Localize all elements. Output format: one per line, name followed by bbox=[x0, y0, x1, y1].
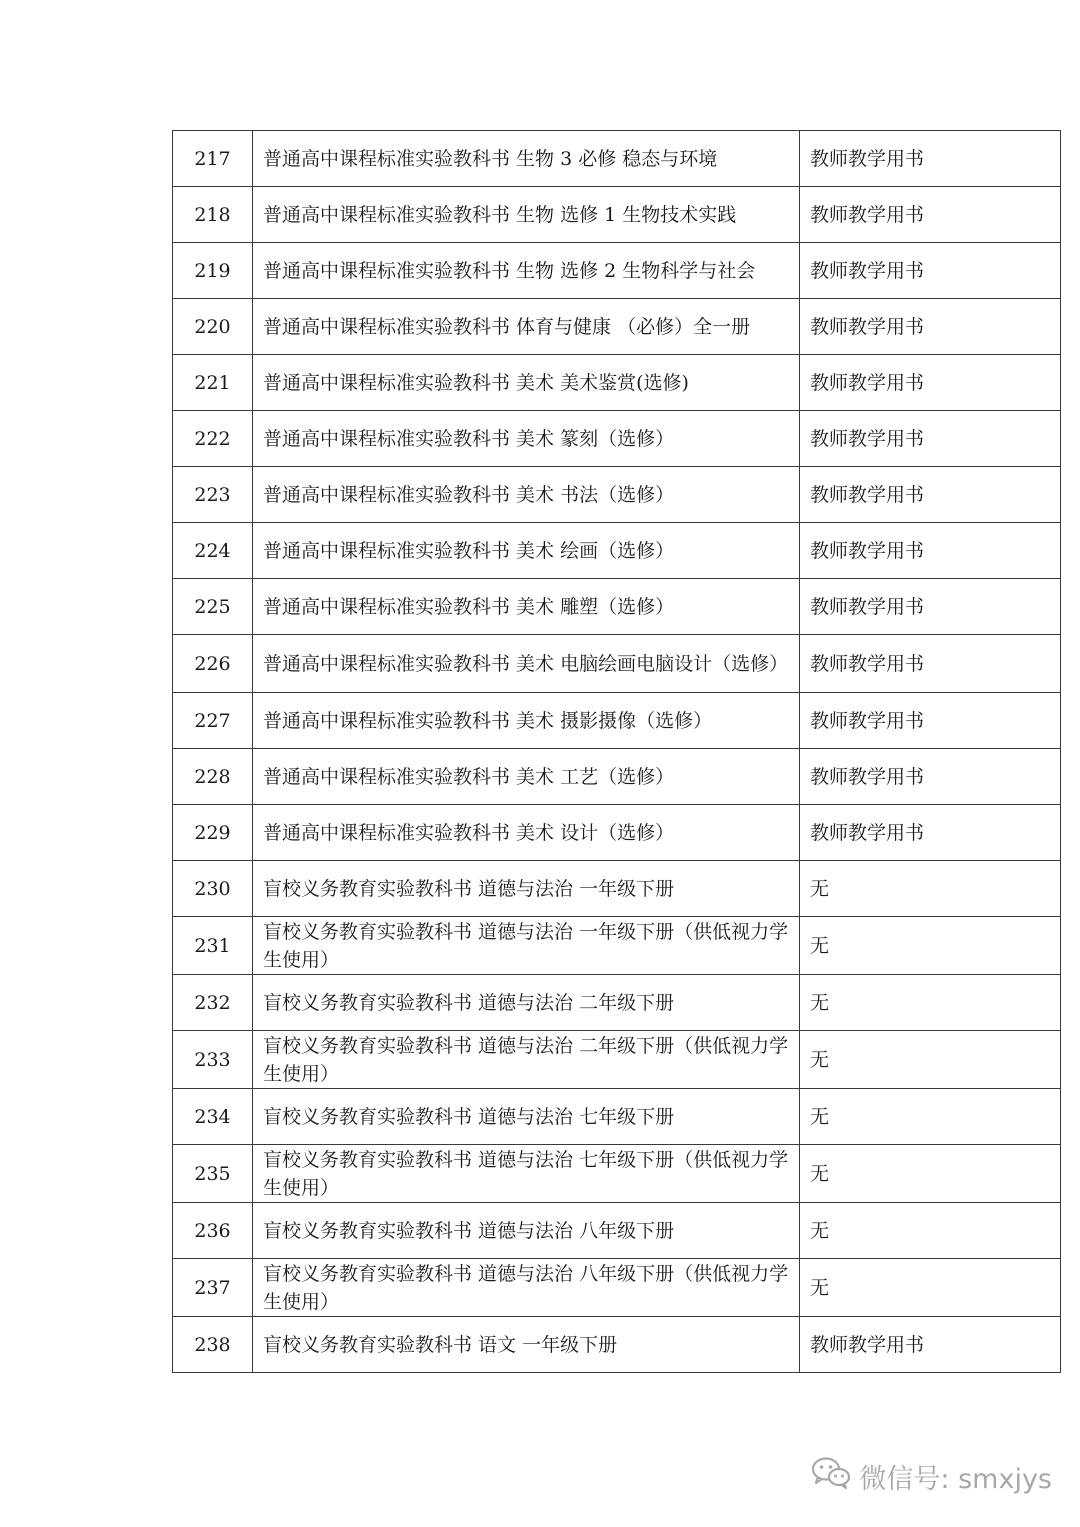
book-note: 无 bbox=[800, 1145, 1061, 1203]
table-row bbox=[173, 1089, 1061, 1145]
book-title: 普通高中课程标准实验教科书 生物 3 必修 稳态与环境 bbox=[253, 131, 800, 187]
table-row bbox=[173, 299, 1061, 355]
book-note: 教师教学用书 bbox=[800, 749, 1061, 805]
row-number: 224 bbox=[173, 523, 253, 579]
row-number: 234 bbox=[173, 1089, 253, 1145]
row-number: 233 bbox=[173, 1031, 253, 1089]
table-row bbox=[173, 917, 1061, 975]
book-title: 普通高中课程标准实验教科书 体育与健康 （必修）全一册 bbox=[253, 299, 800, 355]
row-number: 229 bbox=[173, 805, 253, 861]
book-title: 普通高中课程标准实验教科书 生物 选修 1 生物技术实践 bbox=[253, 187, 800, 243]
book-title: 普通高中课程标准实验教科书 美术 电脑绘画电脑设计（选修） bbox=[253, 635, 800, 693]
book-title: 普通高中课程标准实验教科书 美术 绘画（选修） bbox=[253, 523, 800, 579]
book-note: 教师教学用书 bbox=[800, 693, 1061, 749]
table-row bbox=[173, 243, 1061, 299]
row-number: 228 bbox=[173, 749, 253, 805]
book-note: 教师教学用书 bbox=[800, 299, 1061, 355]
table-row bbox=[173, 693, 1061, 749]
book-title: 普通高中课程标准实验教科书 美术 美术鉴赏(选修) bbox=[253, 355, 800, 411]
book-note: 无 bbox=[800, 1203, 1061, 1259]
table-row bbox=[173, 1145, 1061, 1203]
table-row bbox=[173, 1259, 1061, 1317]
book-note: 教师教学用书 bbox=[800, 243, 1061, 299]
book-title: 盲校义务教育实验教科书 道德与法治 七年级下册（供低视力学生使用） bbox=[253, 1145, 800, 1203]
row-number: 236 bbox=[173, 1203, 253, 1259]
row-number: 230 bbox=[173, 861, 253, 917]
book-title: 普通高中课程标准实验教科书 美术 雕塑（选修） bbox=[253, 579, 800, 635]
book-title: 盲校义务教育实验教科书 道德与法治 二年级下册 bbox=[253, 975, 800, 1031]
book-title: 盲校义务教育实验教科书 道德与法治 二年级下册（供低视力学生使用） bbox=[253, 1031, 800, 1089]
book-note: 无 bbox=[800, 1259, 1061, 1317]
table-row bbox=[173, 1203, 1061, 1259]
textbook-table bbox=[172, 130, 1061, 1373]
table-row bbox=[173, 411, 1061, 467]
row-number: 219 bbox=[173, 243, 253, 299]
table-row bbox=[173, 355, 1061, 411]
table-row bbox=[173, 1031, 1061, 1089]
row-number: 226 bbox=[173, 635, 253, 693]
row-number: 237 bbox=[173, 1259, 253, 1317]
book-note: 无 bbox=[800, 917, 1061, 975]
book-note: 教师教学用书 bbox=[800, 805, 1061, 861]
book-note: 教师教学用书 bbox=[800, 411, 1061, 467]
book-title: 普通高中课程标准实验教科书 美术 设计（选修） bbox=[253, 805, 800, 861]
table-row bbox=[173, 975, 1061, 1031]
table-row bbox=[173, 467, 1061, 523]
book-title: 普通高中课程标准实验教科书 美术 摄影摄像（选修） bbox=[253, 693, 800, 749]
row-number: 235 bbox=[173, 1145, 253, 1203]
table-row bbox=[173, 805, 1061, 861]
book-title: 盲校义务教育实验教科书 道德与法治 一年级下册（供低视力学生使用） bbox=[253, 917, 800, 975]
book-title: 盲校义务教育实验教科书 道德与法治 八年级下册（供低视力学生使用） bbox=[253, 1259, 800, 1317]
book-note: 教师教学用书 bbox=[800, 635, 1061, 693]
row-number: 227 bbox=[173, 693, 253, 749]
row-number: 218 bbox=[173, 187, 253, 243]
table-row bbox=[173, 635, 1061, 693]
row-number: 225 bbox=[173, 579, 253, 635]
row-number: 238 bbox=[173, 1317, 253, 1373]
row-number: 222 bbox=[173, 411, 253, 467]
table-row bbox=[173, 1317, 1061, 1373]
book-title: 盲校义务教育实验教科书 语文 一年级下册 bbox=[253, 1317, 800, 1373]
book-title: 普通高中课程标准实验教科书 美术 书法（选修） bbox=[253, 467, 800, 523]
book-note: 无 bbox=[800, 861, 1061, 917]
book-title: 普通高中课程标准实验教科书 美术 工艺（选修） bbox=[253, 749, 800, 805]
row-number: 232 bbox=[173, 975, 253, 1031]
book-title: 盲校义务教育实验教科书 道德与法治 七年级下册 bbox=[253, 1089, 800, 1145]
book-title: 普通高中课程标准实验教科书 生物 选修 2 生物科学与社会 bbox=[253, 243, 800, 299]
table-row bbox=[173, 579, 1061, 635]
book-note: 教师教学用书 bbox=[800, 187, 1061, 243]
book-note: 教师教学用书 bbox=[800, 467, 1061, 523]
book-note: 教师教学用书 bbox=[800, 579, 1061, 635]
book-note: 无 bbox=[800, 975, 1061, 1031]
row-number: 231 bbox=[173, 917, 253, 975]
book-title: 普通高中课程标准实验教科书 美术 篆刻（选修） bbox=[253, 411, 800, 467]
row-number: 217 bbox=[173, 131, 253, 187]
book-title: 盲校义务教育实验教科书 道德与法治 八年级下册 bbox=[253, 1203, 800, 1259]
row-number: 221 bbox=[173, 355, 253, 411]
book-note: 无 bbox=[800, 1089, 1061, 1145]
wechat-icon bbox=[811, 1456, 851, 1497]
book-note: 教师教学用书 bbox=[800, 131, 1061, 187]
table-row bbox=[173, 523, 1061, 579]
row-number: 223 bbox=[173, 467, 253, 523]
book-title: 盲校义务教育实验教科书 道德与法治 一年级下册 bbox=[253, 861, 800, 917]
watermark-text: 微信号: smxjys bbox=[859, 1464, 1052, 1495]
table-row bbox=[173, 187, 1061, 243]
table-row bbox=[173, 131, 1061, 187]
book-note: 教师教学用书 bbox=[800, 355, 1061, 411]
book-note: 教师教学用书 bbox=[800, 1317, 1061, 1373]
table-row bbox=[173, 861, 1061, 917]
book-note: 教师教学用书 bbox=[800, 523, 1061, 579]
wechat-watermark bbox=[811, 1456, 1052, 1497]
book-note: 无 bbox=[800, 1031, 1061, 1089]
table-row bbox=[173, 749, 1061, 805]
row-number: 220 bbox=[173, 299, 253, 355]
